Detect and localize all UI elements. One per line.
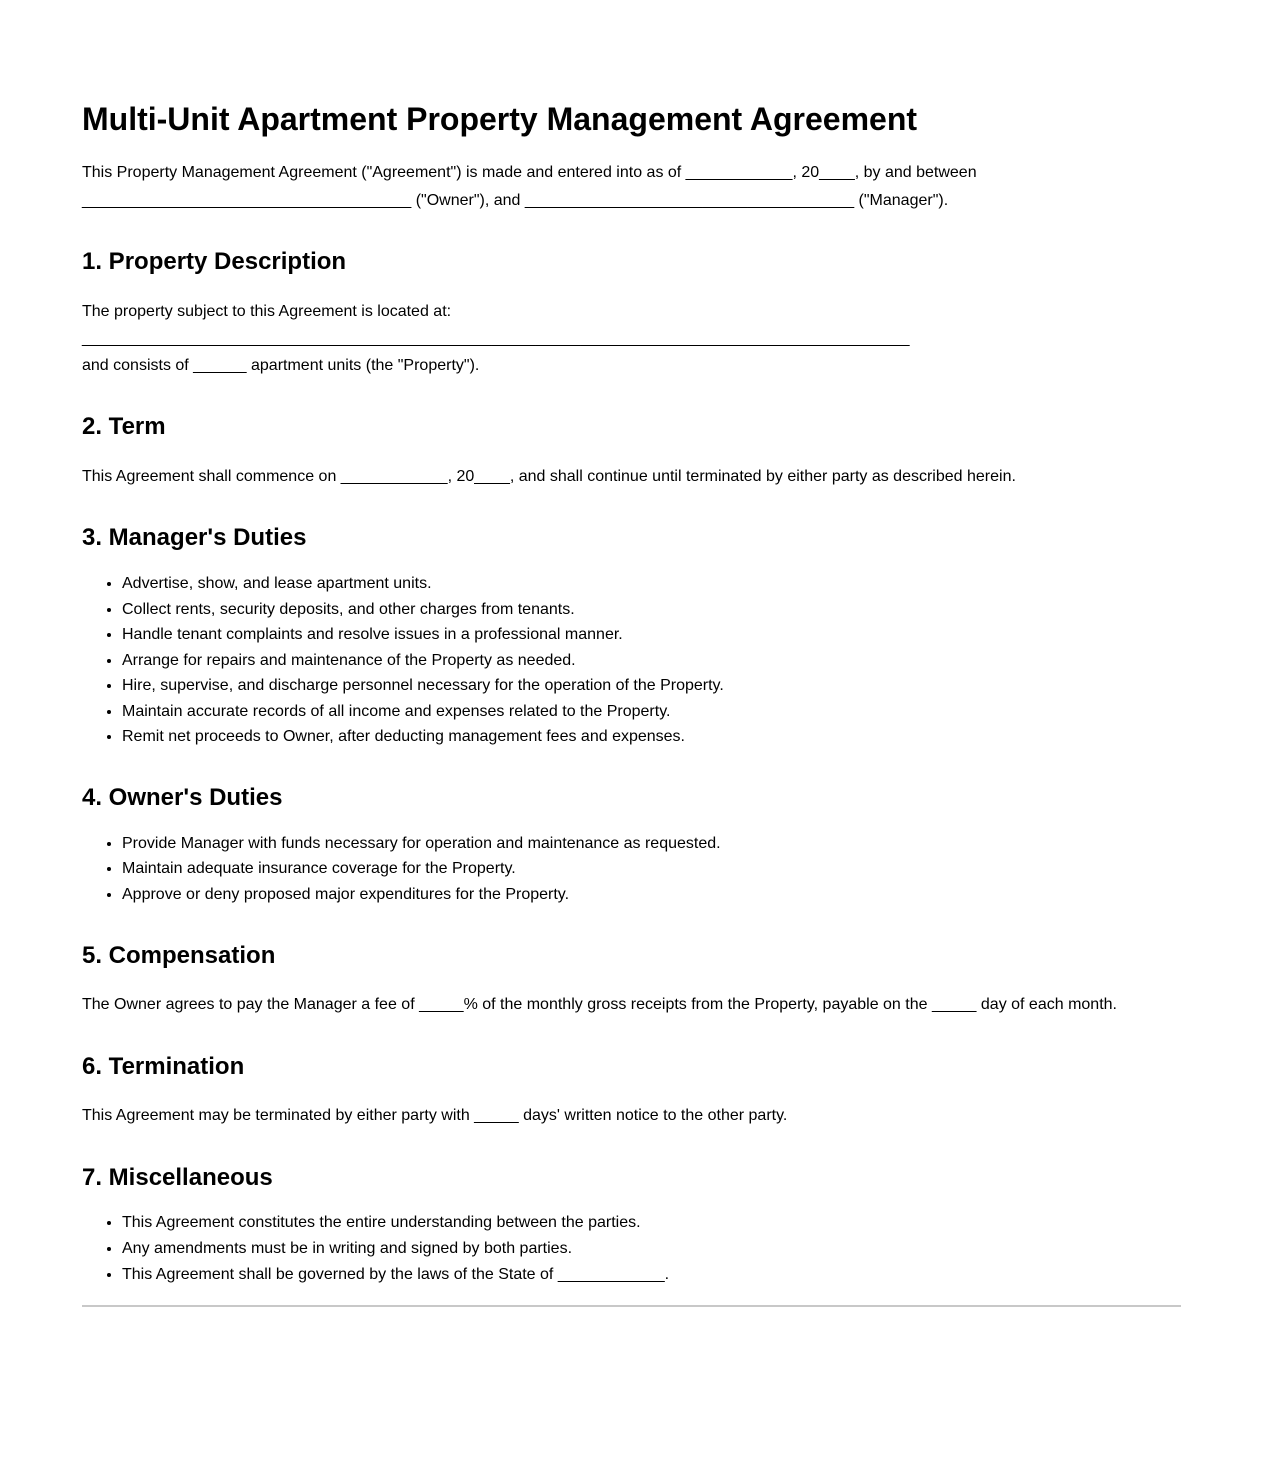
list-item: • Arrange for repairs and maintenance of the Property as needed. <box>122 648 1181 674</box>
term-paragraph: This Agreement shall commence on ____________, 20____, and shall continue until terminated by either party as described herein. <box>82 467 1016 485</box>
property-location-lead: The property subject to this Agreement is located at: <box>82 302 452 320</box>
managers-duties-list <box>82 571 1181 750</box>
intro-line-1: This Property Management Agreement ("Agreement") is made and entered into as of ____________, 20____, by and between <box>82 164 977 182</box>
list-item: • This Agreement shall be governed by the laws of the State of ____________. <box>122 1262 1181 1288</box>
list-item: • This Agreement constitutes the entire understanding between the parties. <box>122 1210 1181 1236</box>
section-heading-compensation: 5. Compensation <box>82 941 276 969</box>
list-item: • Advertise, show, and lease apartment units. <box>122 571 1181 597</box>
termination-paragraph: This Agreement may be terminated by either party with _____ days' written notice to the other party. <box>82 1107 788 1125</box>
list-item: • Maintain accurate records of all income and expenses related to the Property. <box>122 699 1181 725</box>
list-item: • Remit net proceeds to Owner, after deducting management fees and expenses. <box>122 724 1181 750</box>
intro-line-2: _____________________________________ ("Owner"), and _____________________________________ ("Manager"). <box>82 191 949 209</box>
list-item: • Approve or deny proposed major expenditures for the Property. <box>122 882 1181 908</box>
section-heading-miscellaneous: 7. Miscellaneous <box>82 1163 273 1191</box>
property-location-blank-line: _____________________________________________________________________________________________ <box>82 329 910 347</box>
list-item: • Collect rents, security deposits, and other charges from tenants. <box>122 597 1181 623</box>
section-heading-property-description: 1. Property Description <box>82 247 347 275</box>
property-consists-line: and consists of ______ apartment units (the "Property"). <box>82 356 480 374</box>
list-item: • Hire, supervise, and discharge personnel necessary for the operation of the Property. <box>122 673 1181 699</box>
bottom-divider <box>82 1305 1181 1307</box>
section-heading-term: 2. Term <box>82 413 166 441</box>
section-heading-termination: 6. Termination <box>82 1052 245 1080</box>
compensation-paragraph: The Owner agrees to pay the Manager a fee of _____% of the monthly gross receipts from the Property, payable on the _____ day of each month. <box>82 996 1117 1014</box>
section-heading-owners-duties: 4. Owner's Duties <box>82 784 283 812</box>
owners-duties-list <box>82 831 1181 908</box>
document-title: Multi-Unit Apartment Property Management Agreement <box>82 101 918 137</box>
section-heading-managers-duties: 3. Manager's Duties <box>82 524 307 552</box>
list-item: • Provide Manager with funds necessary for operation and maintenance as requested. <box>122 831 1181 857</box>
list-item: • Any amendments must be in writing and signed by both parties. <box>122 1236 1181 1262</box>
property-description-paragraph <box>82 298 1181 380</box>
intro-paragraph <box>82 159 1181 213</box>
list-item: • Handle tenant complaints and resolve issues in a professional manner. <box>122 622 1181 648</box>
list-item: • Maintain adequate insurance coverage for the Property. <box>122 856 1181 882</box>
miscellaneous-list <box>82 1210 1181 1287</box>
